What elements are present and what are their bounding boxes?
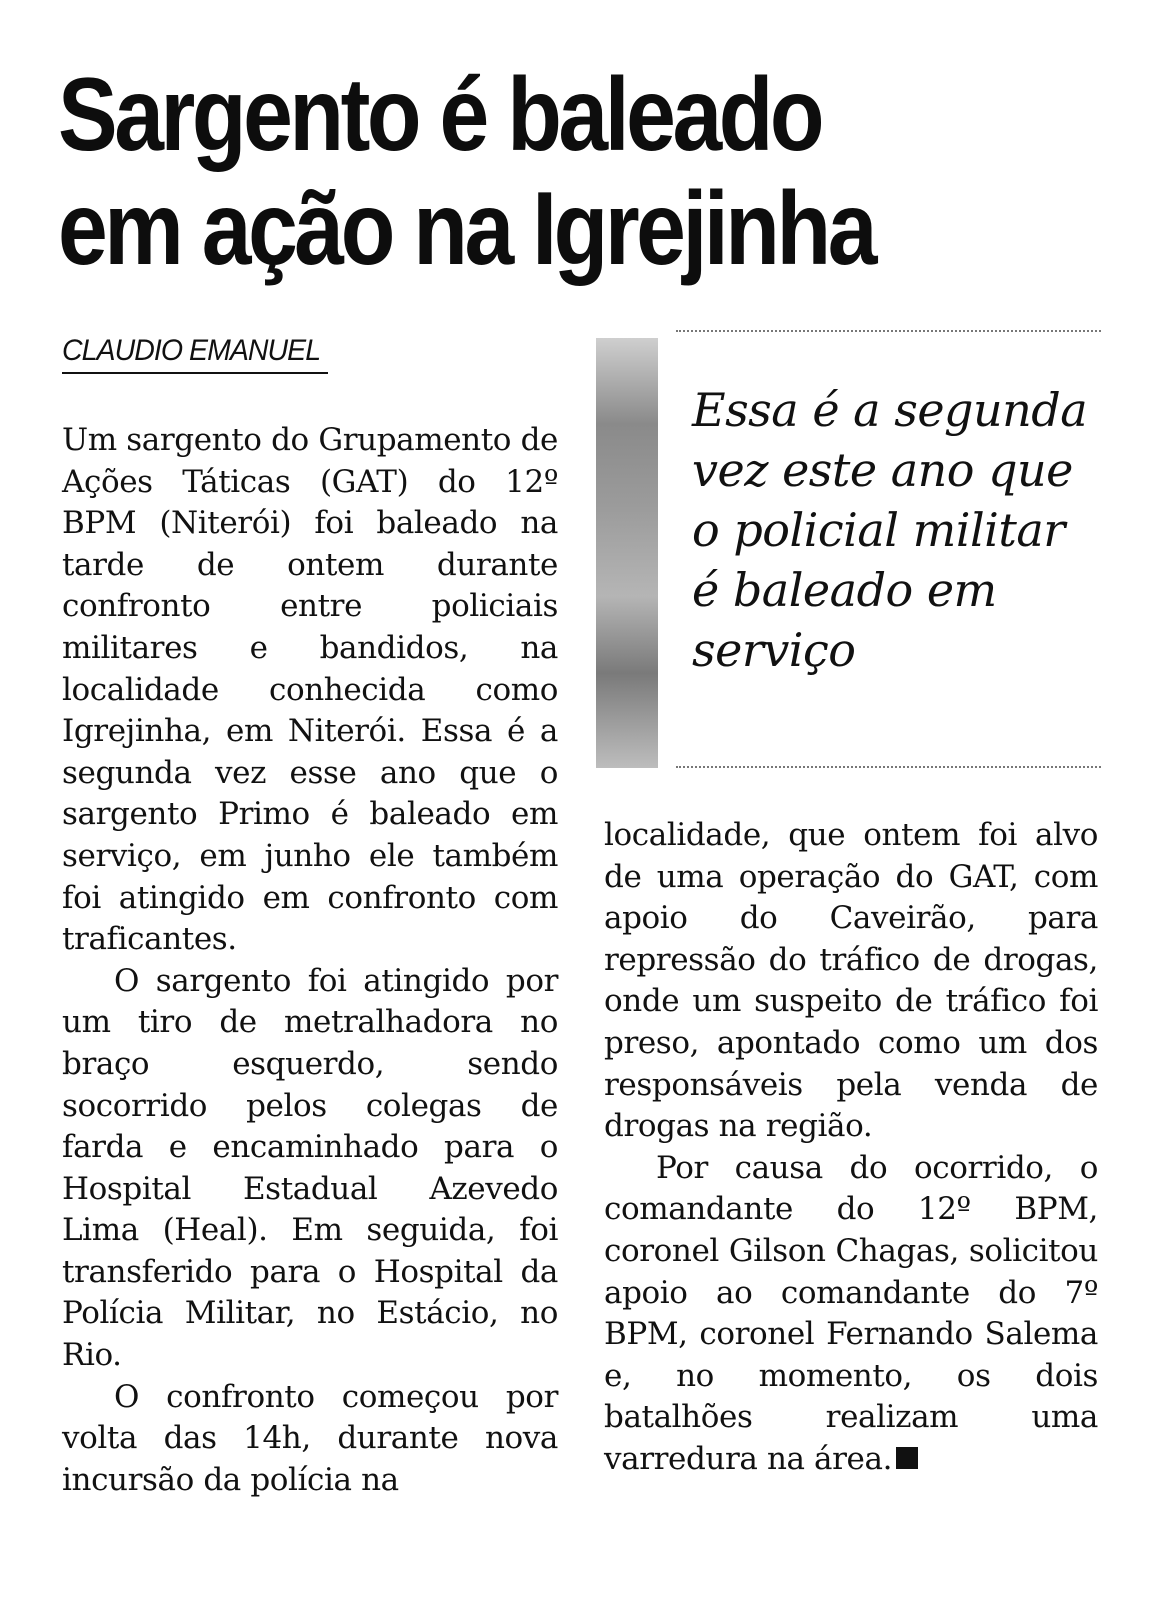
paragraph-last (604, 1148, 1098, 1481)
column-right (604, 815, 1098, 1481)
paragraph: O confronto começou por volta das 14h, durante nova incursão da polícia na (62, 1378, 558, 1498)
byline: CLAUDIO EMANUEL (62, 334, 328, 374)
headline-line-1: Sargento é baleado (58, 57, 822, 173)
paragraph: Um sargento do Grupamento de Ações Táticas (GAT) do 12º BPM (Niterói) foi baleado na tarde de ontem durante confronto entre policiais militares e bandidos, na localidade conhecida como Igrejinha, em Niterói. Essa é a segunda vez esse ano que o sargento Primo é baleado em serviço, em junho ele também foi atingido em confronto com traficantes. (62, 422, 558, 958)
headline-line-2: em ação na Igrejinha (58, 171, 874, 287)
shaded-bar (596, 338, 658, 768)
column-left (62, 420, 558, 1501)
paragraph: localidade, que ontem foi alvo de uma operação do GAT, com apoio do Caveirão, para repressão do tráfico de drogas, onde um suspeito de tráfico foi preso, apontado como um dos responsáveis pela venda de drogas na região. (604, 817, 1098, 1145)
divider (676, 330, 1101, 332)
end-mark-icon (896, 1447, 918, 1469)
pull-quote-box (596, 330, 1101, 768)
divider (676, 766, 1101, 768)
pull-quote: Essa é a segunda vez este ano que o policial militar é baleado em serviço (692, 383, 1088, 677)
paragraph: O sargento foi atingido por um tiro de metralhadora no braço esquerdo, sendo socorrido pelos colegas de farda e encaminhado para o Hospital Estadual Azevedo Lima (Heal). Em seguida, foi transferido para o Hospital da Polícia Militar, no Estácio, no Rio. (62, 962, 558, 1374)
headline (58, 58, 987, 286)
paragraph-text: Por causa do ocorrido, o comandante do 12º BPM, coronel Gilson Chagas, solicitou apoio ao comandante do 7º BPM, coronel Fernando Salema e, no momento, os dois batalhões realizam uma varredura na área. (604, 1149, 1098, 1477)
